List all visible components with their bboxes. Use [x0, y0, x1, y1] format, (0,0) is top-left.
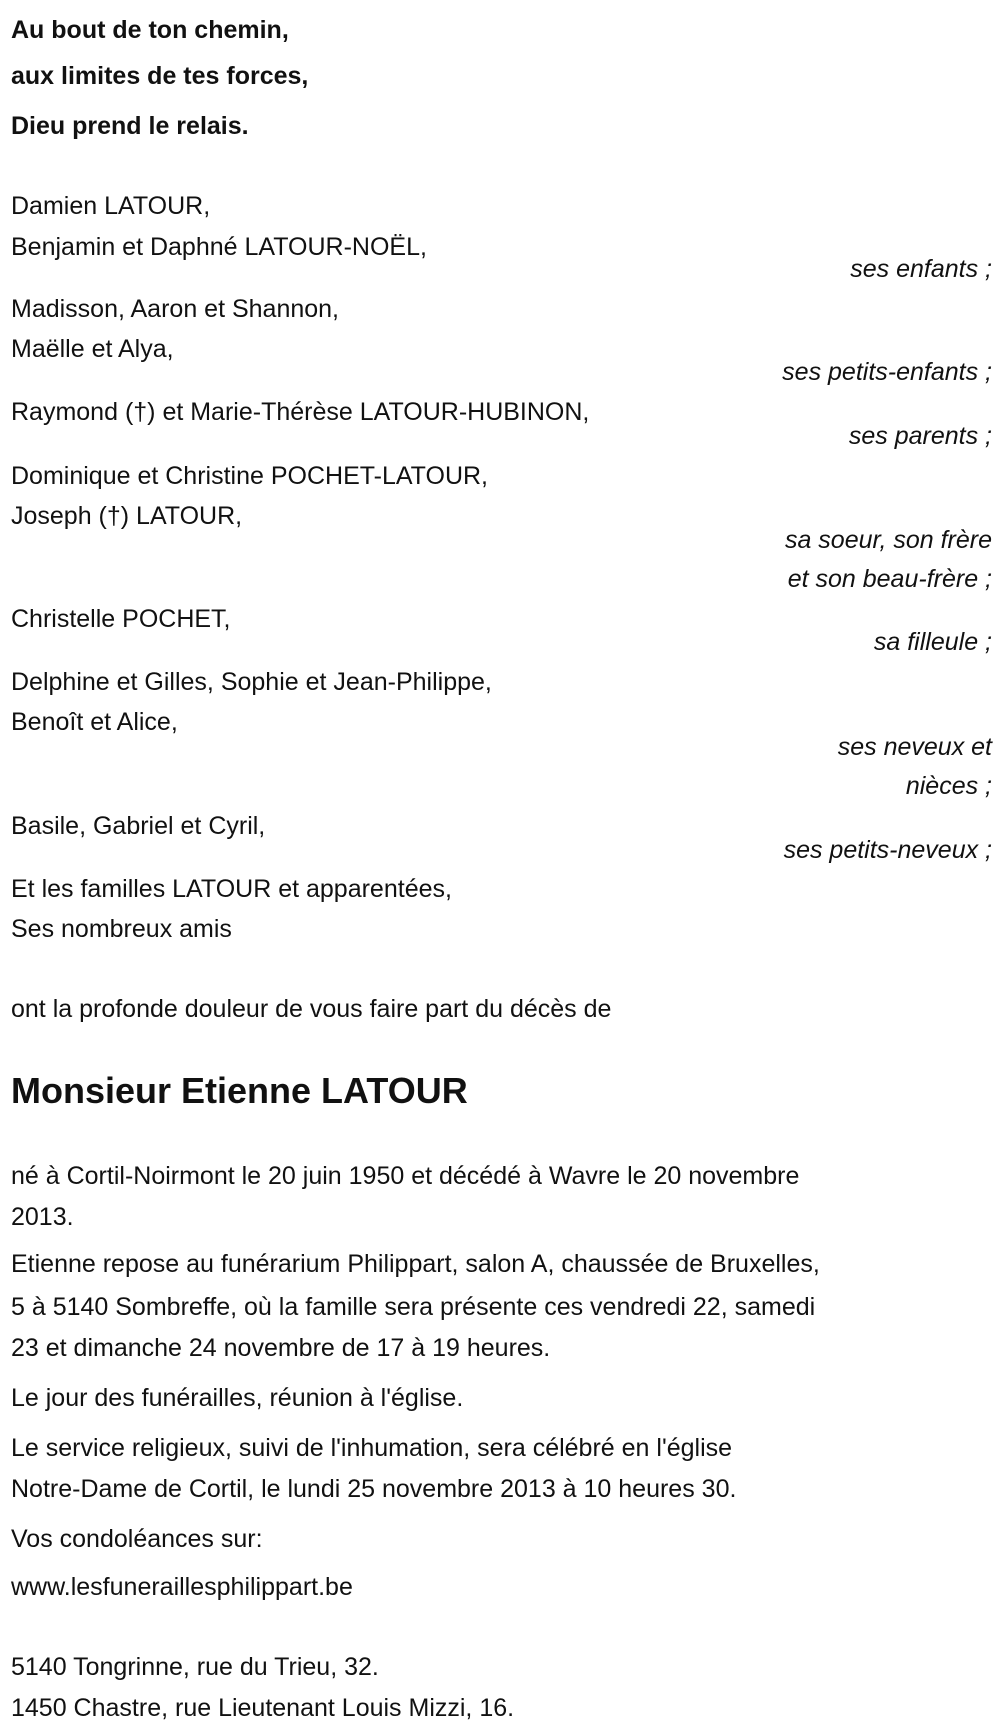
family-name: Joseph (†) LATOUR,: [11, 502, 243, 530]
detail-line: 5 à 5140 Sombreffe, où la famille sera présente ces vendredi 22, samedi: [11, 1293, 816, 1321]
epigraph-line: Dieu prend le relais.: [11, 112, 249, 140]
family-name: Benjamin et Daphné LATOUR-NOËL,: [11, 233, 427, 261]
detail-line: 23 et dimanche 24 novembre de 17 à 19 heures.: [11, 1334, 551, 1362]
detail-line: né à Cortil-Noirmont le 20 juin 1950 et décédé à Wavre le 20 novembre: [11, 1162, 800, 1190]
family-relation: sa soeur, son frère: [784, 526, 992, 554]
announcement: ont la profonde douleur de vous faire part du décès de: [11, 995, 612, 1023]
family-relation: ses parents ;: [848, 422, 992, 450]
family-name: Raymond (†) et Marie-Thérèse LATOUR-HUBINON,: [11, 398, 590, 426]
family-name: Et les familles LATOUR et apparentées,: [11, 875, 452, 903]
deceased-name: Monsieur Etienne LATOUR: [11, 1070, 468, 1111]
family-relation: ses petits-enfants ;: [782, 358, 992, 386]
family-name: Benoît et Alice,: [11, 708, 178, 736]
detail-line: Vos condoléances sur:: [11, 1525, 263, 1553]
family-name: Madisson, Aaron et Shannon,: [11, 295, 340, 323]
family-relation: et son beau-frère ;: [787, 565, 992, 593]
epigraph-line: Au bout de ton chemin,: [11, 16, 289, 44]
detail-line: Notre-Dame de Cortil, le lundi 25 novembre 2013 à 10 heures 30.: [11, 1475, 737, 1503]
address-line: 1450 Chastre, rue Lieutenant Louis Mizzi, 16.: [11, 1694, 515, 1722]
family-name: Dominique et Christine POCHET-LATOUR,: [11, 462, 489, 490]
family-relation: sa filleule ;: [873, 628, 992, 656]
family-name: Delphine et Gilles, Sophie et Jean-Philippe,: [11, 668, 492, 696]
epigraph-line: aux limites de tes forces,: [11, 62, 309, 90]
detail-line: 2013.: [11, 1203, 74, 1231]
family-name: Damien LATOUR,: [11, 192, 211, 220]
detail-line: Etienne repose au funérarium Philippart, salon A, chaussée de Bruxelles,: [11, 1250, 820, 1278]
family-name: Ses nombreux amis: [11, 915, 232, 943]
detail-line: Le jour des funérailles, réunion à l'église.: [11, 1384, 464, 1412]
family-name: Maëlle et Alya,: [11, 335, 174, 363]
family-name: Christelle POCHET,: [11, 605, 231, 633]
family-relation: ses enfants ;: [850, 255, 992, 283]
family-relation: ses petits-neveux ;: [783, 836, 992, 864]
family-relation: ses neveux et: [837, 733, 992, 761]
address-line: 5140 Tongrinne, rue du Trieu, 32.: [11, 1653, 379, 1681]
family-relation: nièces ;: [905, 772, 992, 800]
detail-line: Le service religieux, suivi de l'inhumation, sera célébré en l'église: [11, 1434, 733, 1462]
family-name: Basile, Gabriel et Cyril,: [11, 812, 266, 840]
condolences-link[interactable]: www.lesfuneraillesphilippart.be: [11, 1573, 353, 1601]
